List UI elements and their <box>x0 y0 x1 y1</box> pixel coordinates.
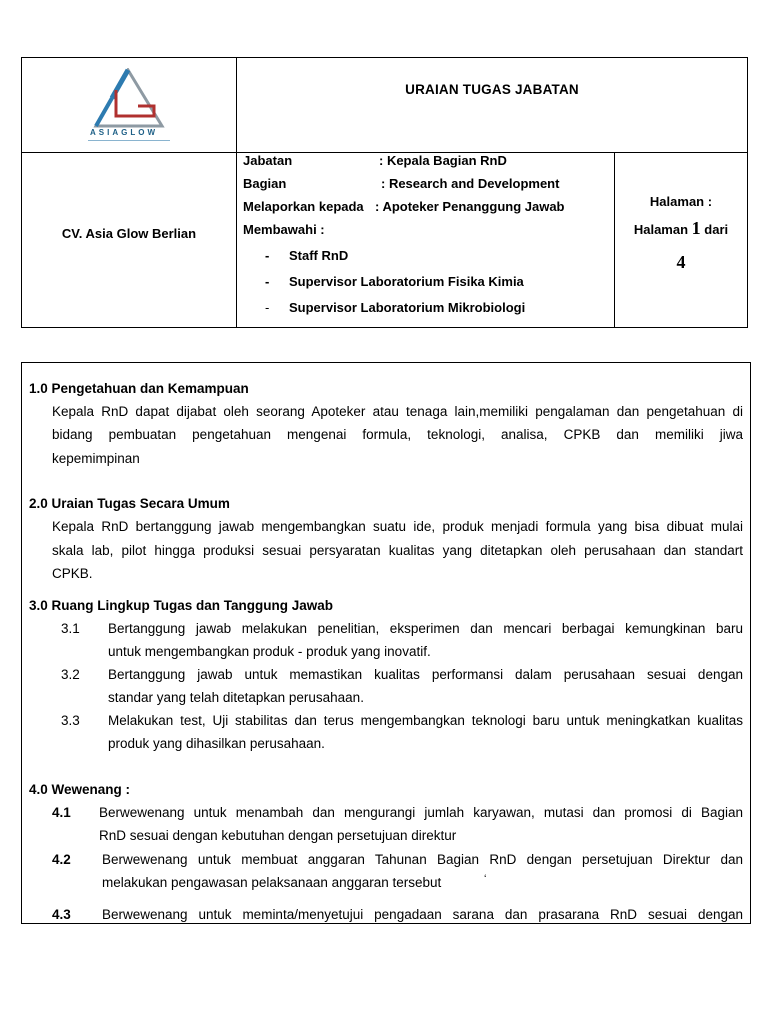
page-counter <box>615 218 747 239</box>
item-text: Berwewenang untuk meminta/menyetujui pengadaan sarana dan prasarana RnD sesuai dengan <box>102 907 743 922</box>
membawahi-label: Membawahi : <box>243 222 325 237</box>
bagian-label: Bagian <box>243 176 287 191</box>
halaman-current: 1 <box>691 218 701 238</box>
item-number: 3.3 <box>61 713 80 728</box>
subordinate-item: Supervisor Laboratorium Fisika Kimia <box>289 274 524 289</box>
logo-wordmark: ASIAGLOW <box>90 128 158 137</box>
item-text: produk yang dihasilkan perusahaan. <box>108 736 325 751</box>
section-1-title: 1.0 Pengetahuan dan Kemampuan <box>29 381 249 396</box>
header-table <box>21 57 748 328</box>
halaman-prefix: Halaman <box>633 222 689 237</box>
stray-mark: ‘ <box>484 873 487 885</box>
section-1-text: bidang pembuatan pengetahuan mengenai formula, teknologi, analisa, CPKB dan memiliki jiwa <box>52 427 743 442</box>
section-3-title: 3.0 Ruang Lingkup Tugas dan Tanggung Jawab <box>29 598 334 613</box>
section-2-title: 2.0 Uraian Tugas Secara Umum <box>29 496 230 511</box>
item-number: 4.2 <box>52 852 71 867</box>
bagian-value: : Research and Development <box>381 176 560 191</box>
item-text: Bertanggung jawab untuk memastikan kualitas performansi dalam perusahaan sesuai dengan <box>108 667 743 682</box>
halaman-total: 4 <box>676 252 686 272</box>
section-1-text: kepemimpinan <box>52 451 140 466</box>
item-text: untuk mengembangkan produk - produk yang inovatif. <box>108 644 431 659</box>
item-number: 4.3 <box>52 907 71 922</box>
melapor-label: Melaporkan kepada <box>243 199 364 214</box>
subordinate-bullet: - <box>265 274 270 289</box>
item-text: Melakukan test, Uji stabilitas dan terus mengembangkan teknologi baru untuk meningkatkan kualitas <box>108 713 743 728</box>
item-text: Berwewenang untuk membuat anggaran Tahunan Bagian RnD dengan persetujuan Direktur dan <box>102 852 743 867</box>
asiaglow-logo-icon <box>82 68 182 134</box>
header-divider-vertical <box>236 58 237 327</box>
jabatan-value: : Kepala Bagian RnD <box>379 153 507 168</box>
section-1-text: Kepala RnD dapat dijabat oleh seorang Apoteker atau tenaga lain,memiliki pengalaman dan pengetahuan di <box>52 404 743 419</box>
item-number: 3.1 <box>61 621 80 636</box>
subordinate-item: Staff RnD <box>289 248 349 263</box>
halaman-of: dari <box>704 222 729 237</box>
jabatan-label: Jabatan <box>243 153 293 168</box>
item-number: 3.2 <box>61 667 80 682</box>
content-box <box>21 362 751 924</box>
item-text: standar yang telah ditetapkan perusahaan. <box>108 690 364 705</box>
section-4-title: 4.0 Wewenang : <box>29 782 131 797</box>
section-2-text: CPKB. <box>52 566 93 581</box>
halaman-label: Halaman : <box>649 194 713 209</box>
subordinate-item: Supervisor Laboratorium Mikrobiologi <box>289 300 526 315</box>
company-logo <box>82 68 182 148</box>
section-2-text: Kepala RnD bertanggung jawab mengembangkan suatu ide, produk menjadi formula yang bisa dibuat mulai <box>52 519 743 534</box>
section-2-text: skala lab, pilot hingga produksi sesuai persyaratan kualitas yang ditetapkan oleh perusahaan dan standart <box>52 543 743 558</box>
company-name: CV. Asia Glow Berlian <box>61 226 197 241</box>
melapor-value: : Apoteker Penanggung Jawab <box>375 199 565 214</box>
item-text: RnD sesuai dengan kebutuhan dengan persetujuan direktur <box>99 828 457 843</box>
item-text: melakukan pengawasan pelaksanaan anggaran tersebut <box>102 875 442 890</box>
subordinate-bullet: - <box>265 248 270 263</box>
document-title: URAIAN TUGAS JABATAN <box>405 82 579 97</box>
item-text: Bertanggung jawab melakukan penelitian, eksperimen dan mencari berbagai kemungkinan baru <box>108 621 743 636</box>
item-text: Berwewenang untuk menambah dan mengurangi jumlah karyawan, mutasi dan promosi di Bagian <box>99 805 743 820</box>
item-number: 4.1 <box>52 805 71 820</box>
logo-underline <box>88 140 170 141</box>
header-divider-page <box>614 152 615 327</box>
subordinate-bullet: - <box>265 300 270 315</box>
